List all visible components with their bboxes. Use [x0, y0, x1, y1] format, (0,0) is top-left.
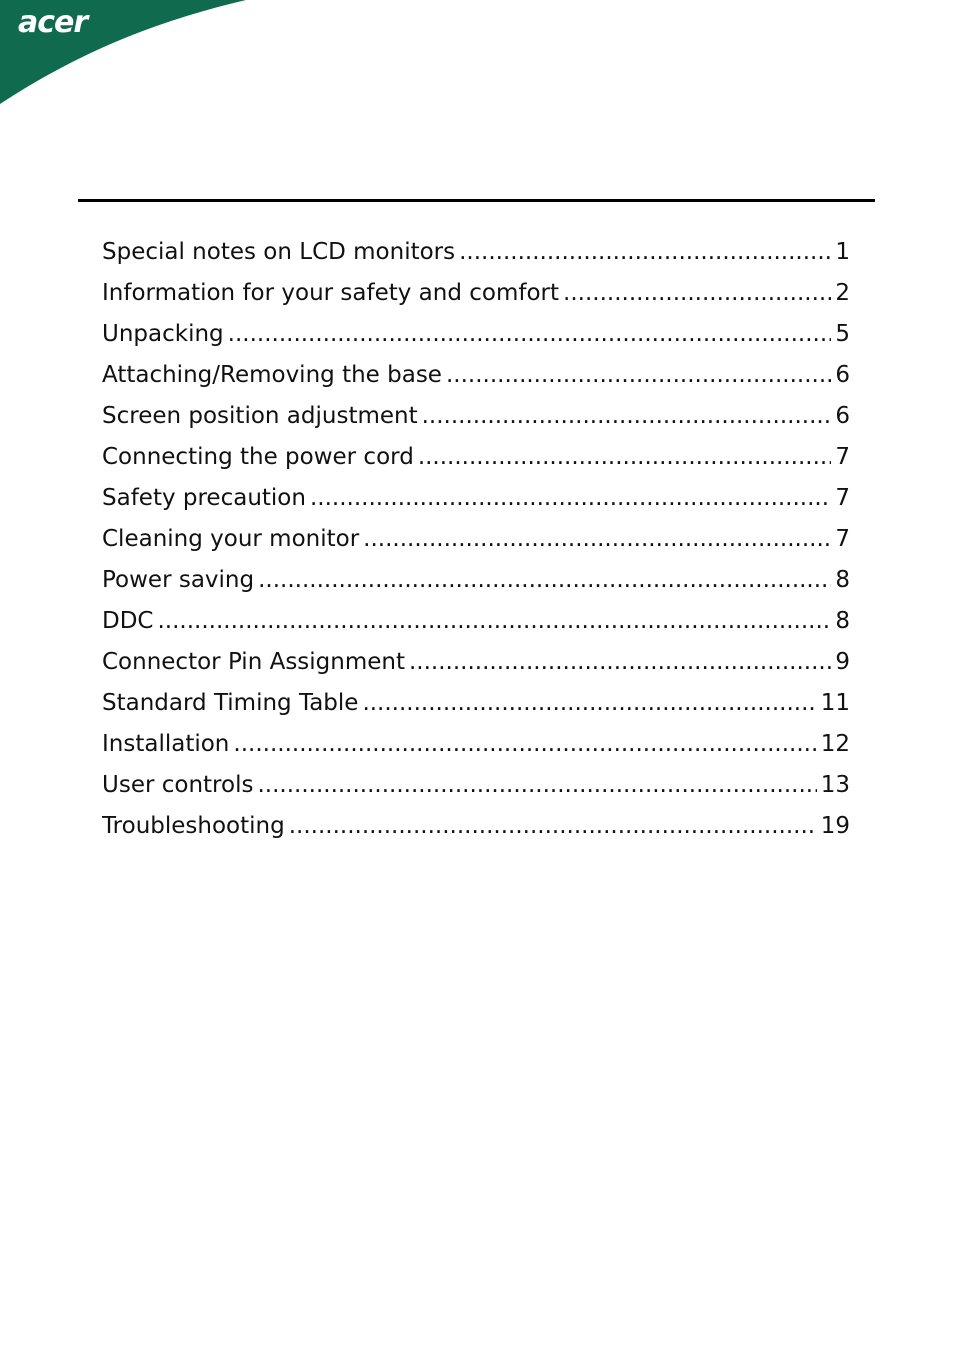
toc-entry-title: Information for your safety and comfort	[102, 280, 560, 306]
toc-entry-title: Installation	[102, 731, 230, 757]
toc-entry-page: 7	[835, 444, 850, 470]
toc-entry-title: User controls	[102, 772, 254, 798]
toc-entry[interactable]	[102, 724, 850, 765]
header-divider	[78, 199, 875, 202]
toc-entry-page: 8	[835, 567, 850, 593]
toc-entry-title: Troubleshooting	[102, 813, 285, 839]
acer-logo: acer	[18, 5, 88, 40]
toc-entry-title: Special notes on LCD monitors	[102, 239, 456, 265]
toc-dot-leader	[157, 601, 831, 642]
toc-entry-page: 2	[835, 280, 850, 306]
toc-entry-page: 13	[820, 772, 850, 798]
toc-entry-page: 1	[835, 239, 850, 265]
toc-entry[interactable]	[102, 601, 850, 642]
toc-entry-page: 11	[820, 690, 850, 716]
toc-entry-page: 19	[820, 813, 850, 839]
toc-entry[interactable]	[102, 232, 850, 273]
toc-entry-title: Connecting the power cord	[102, 444, 414, 470]
toc-dot-leader	[257, 765, 816, 806]
toc-dot-leader	[422, 396, 832, 437]
toc-entry-page: 7	[835, 526, 850, 552]
toc-entry[interactable]	[102, 437, 850, 478]
toc-dot-leader	[409, 642, 831, 683]
toc-entry[interactable]	[102, 396, 850, 437]
toc-entry-title: Cleaning your monitor	[102, 526, 360, 552]
toc-entry[interactable]	[102, 806, 850, 847]
toc-entry-title: Connector Pin Assignment	[102, 649, 405, 675]
toc-dot-leader	[446, 355, 831, 396]
toc-entry[interactable]	[102, 683, 850, 724]
toc-entry-title: Screen position adjustment	[102, 403, 418, 429]
toc-entry-page: 7	[835, 485, 850, 511]
toc-entry-title: Power saving	[102, 567, 255, 593]
toc-entry-title: Standard Timing Table	[102, 690, 359, 716]
toc-entry[interactable]	[102, 478, 850, 519]
toc-entry-page: 12	[820, 731, 850, 757]
toc-entry-page: 9	[835, 649, 850, 675]
toc-dot-leader	[258, 560, 831, 601]
toc-entry-page: 8	[835, 608, 850, 634]
toc-entry-page: 6	[835, 362, 850, 388]
toc-entry[interactable]	[102, 765, 850, 806]
toc-entry-title: Safety precaution	[102, 485, 306, 511]
toc-entry-page: 5	[835, 321, 850, 347]
toc-dot-leader	[362, 683, 816, 724]
toc-entry[interactable]	[102, 314, 850, 355]
toc-entry-page: 6	[835, 403, 850, 429]
toc-entry-title: DDC	[102, 608, 154, 634]
toc-entry[interactable]	[102, 642, 850, 683]
table-of-contents	[102, 232, 850, 847]
toc-dot-leader	[310, 478, 831, 519]
toc-dot-leader	[418, 437, 832, 478]
toc-dot-leader	[228, 314, 832, 355]
toc-dot-leader	[363, 519, 831, 560]
toc-entry-title: Unpacking	[102, 321, 224, 347]
toc-dot-leader	[233, 724, 816, 765]
toc-entry-title: Attaching/Removing the base	[102, 362, 442, 388]
toc-dot-leader	[459, 232, 831, 273]
toc-entry[interactable]	[102, 355, 850, 396]
toc-entry[interactable]	[102, 519, 850, 560]
toc-dot-leader	[563, 273, 831, 314]
toc-entry[interactable]	[102, 560, 850, 601]
toc-entry[interactable]	[102, 273, 850, 314]
toc-dot-leader	[289, 806, 817, 847]
